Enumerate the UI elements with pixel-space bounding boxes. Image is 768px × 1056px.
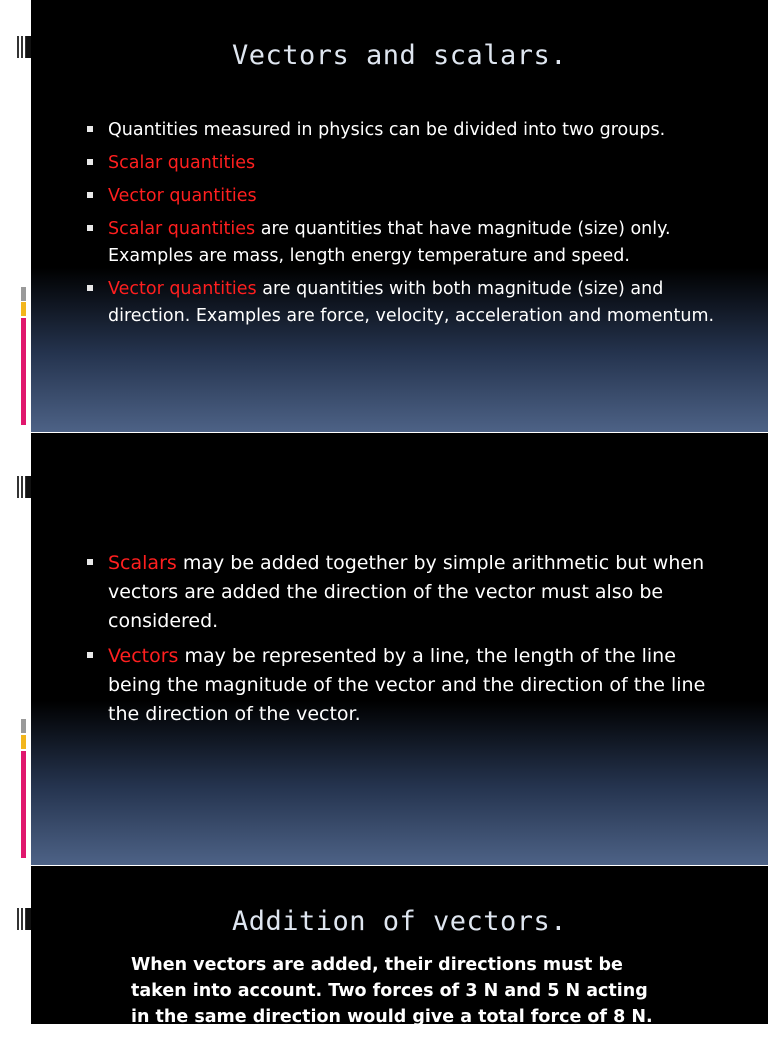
slide-title: Addition of vectors. [231,906,568,937]
list-item: Scalar quantities [85,150,728,177]
list-item: Quantities measured in physics can be divided into two groups. [85,117,728,144]
bullet-square-icon [87,126,93,132]
bullet-list [85,117,728,336]
accent-bar-pink [21,318,26,425]
slide-vectors-and-scalars [31,0,768,432]
accent-bar-yellow [21,302,26,316]
bullet-square-icon [87,225,93,231]
bullet-square-icon [87,192,93,198]
slide-addition-of-vectors [31,866,768,1053]
slide-vector-representation [31,433,768,865]
accent-bar-pink [21,751,26,858]
list-item: Vectors may be represented by a line, the length of the line being the magnitude of the vector and the direction of the line the direction of the vector. [85,642,728,729]
list-item: Vector quantities are quantities with both magnitude (size) and direction. Examples are force, velocity, acceleration and momentum. [85,276,728,330]
bullet-square-icon [87,652,93,658]
accent-bar-gray [21,719,26,733]
list-item: Scalars may be added together by simple arithmetic but when vectors are added the direction of the vector must also be considered. [85,549,728,636]
list-item: Scalar quantities are quantities that have magnitude (size) only. Examples are mass, length energy temperature and speed. [85,216,728,270]
accent-bar-gray [21,287,26,301]
body-paragraph: When vectors are added, their directions must be taken into account. Two forces of 3 N and 5 N acting in the same direction would give a total force of 8 N. However, [131,955,653,1053]
stripe-mark [17,908,31,930]
list-item: Vector quantities [85,183,728,210]
accent-bar-yellow [21,735,26,749]
stripe-mark [17,476,31,498]
slide-title: Vectors and scalars. [231,40,568,71]
bullet-square-icon [87,285,93,291]
bullet-square-icon [87,559,93,565]
stripe-mark [17,36,31,58]
bullet-list [85,549,728,735]
bullet-square-icon [87,159,93,165]
